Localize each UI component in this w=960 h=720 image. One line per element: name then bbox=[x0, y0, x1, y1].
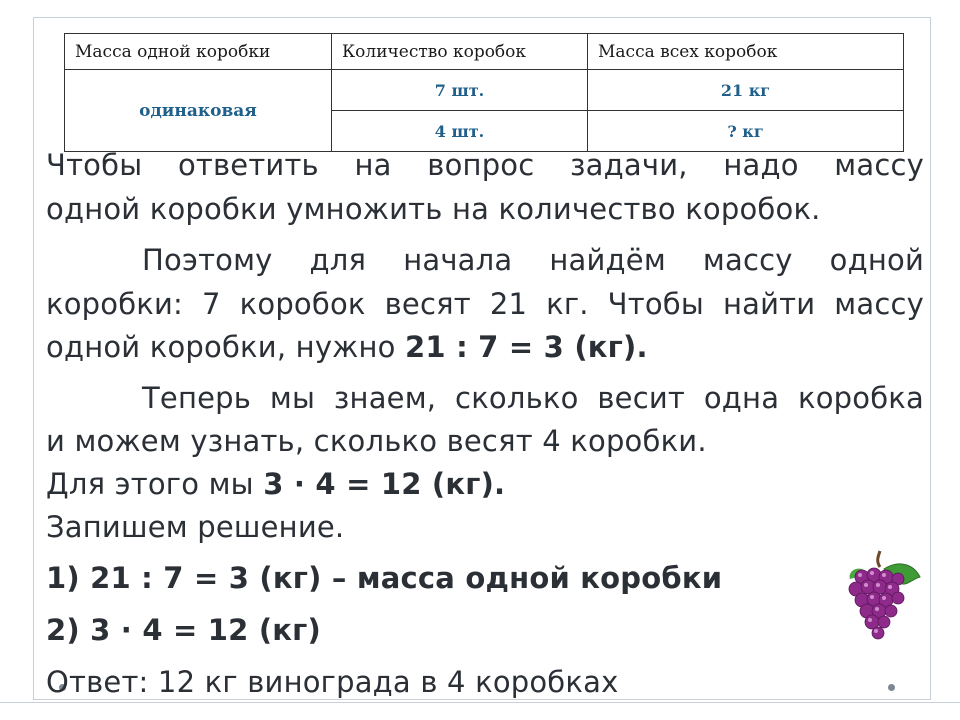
table-row bbox=[65, 70, 904, 111]
paragraph-2-line-2: коробки: 7 коробок весят 21 кг. Чтобы найти массу bbox=[46, 287, 924, 321]
paragraph-1-line-1: Чтобы ответить на вопрос задачи, надо массу bbox=[46, 148, 924, 182]
solution-step-1: 1) 21 : 7 = 3 (кг) – масса одной коробки bbox=[46, 561, 723, 595]
total-cell: ? кг bbox=[588, 111, 904, 152]
paragraph-2-line-3-text: одной коробки, нужно bbox=[46, 330, 406, 364]
write-solution-line: Запишем решение. bbox=[46, 510, 345, 544]
table-header-row bbox=[65, 34, 904, 70]
grapes-icon bbox=[840, 547, 926, 647]
multiplication-expression: 3 · 4 = 12 (кг). bbox=[263, 467, 506, 501]
mass-one-cell: одинаковая bbox=[65, 70, 332, 152]
header-mass-one: Масса одной коробки bbox=[65, 34, 332, 70]
paragraph-3-line-3 bbox=[46, 462, 924, 506]
division-expression: 21 : 7 = 3 (кг). bbox=[405, 330, 648, 364]
paragraph-3-line-1-text: Теперь мы знаем, сколько весит одна коробка bbox=[142, 381, 924, 415]
paragraph-2-line-1-text: Поэтому для начала найдём массу одной bbox=[142, 243, 924, 277]
paragraph-3-line-2: и можем узнать, сколько весят 4 коробки. bbox=[46, 424, 707, 458]
paragraph-2-line-3 bbox=[46, 325, 924, 369]
count-cell: 7 шт. bbox=[332, 70, 588, 111]
answer-line: Ответ: 12 кг винограда в 4 коробках bbox=[46, 665, 619, 699]
paragraph-3-line-1 bbox=[46, 376, 924, 420]
total-cell: 21 кг bbox=[588, 70, 904, 111]
paragraph-1-line-2: одной коробки умножить на количество коробок. bbox=[46, 192, 821, 226]
count-cell: 4 шт. bbox=[332, 111, 588, 152]
solution-step-2: 2) 3 · 4 = 12 (кг) bbox=[46, 613, 321, 647]
paragraph-3-line-3-text: Для этого мы bbox=[46, 467, 264, 501]
header-count: Количество коробок bbox=[332, 34, 588, 70]
paragraph-2-line-1 bbox=[46, 238, 924, 282]
header-mass-all: Масса всех коробок bbox=[588, 34, 904, 70]
problem-table bbox=[64, 33, 904, 152]
